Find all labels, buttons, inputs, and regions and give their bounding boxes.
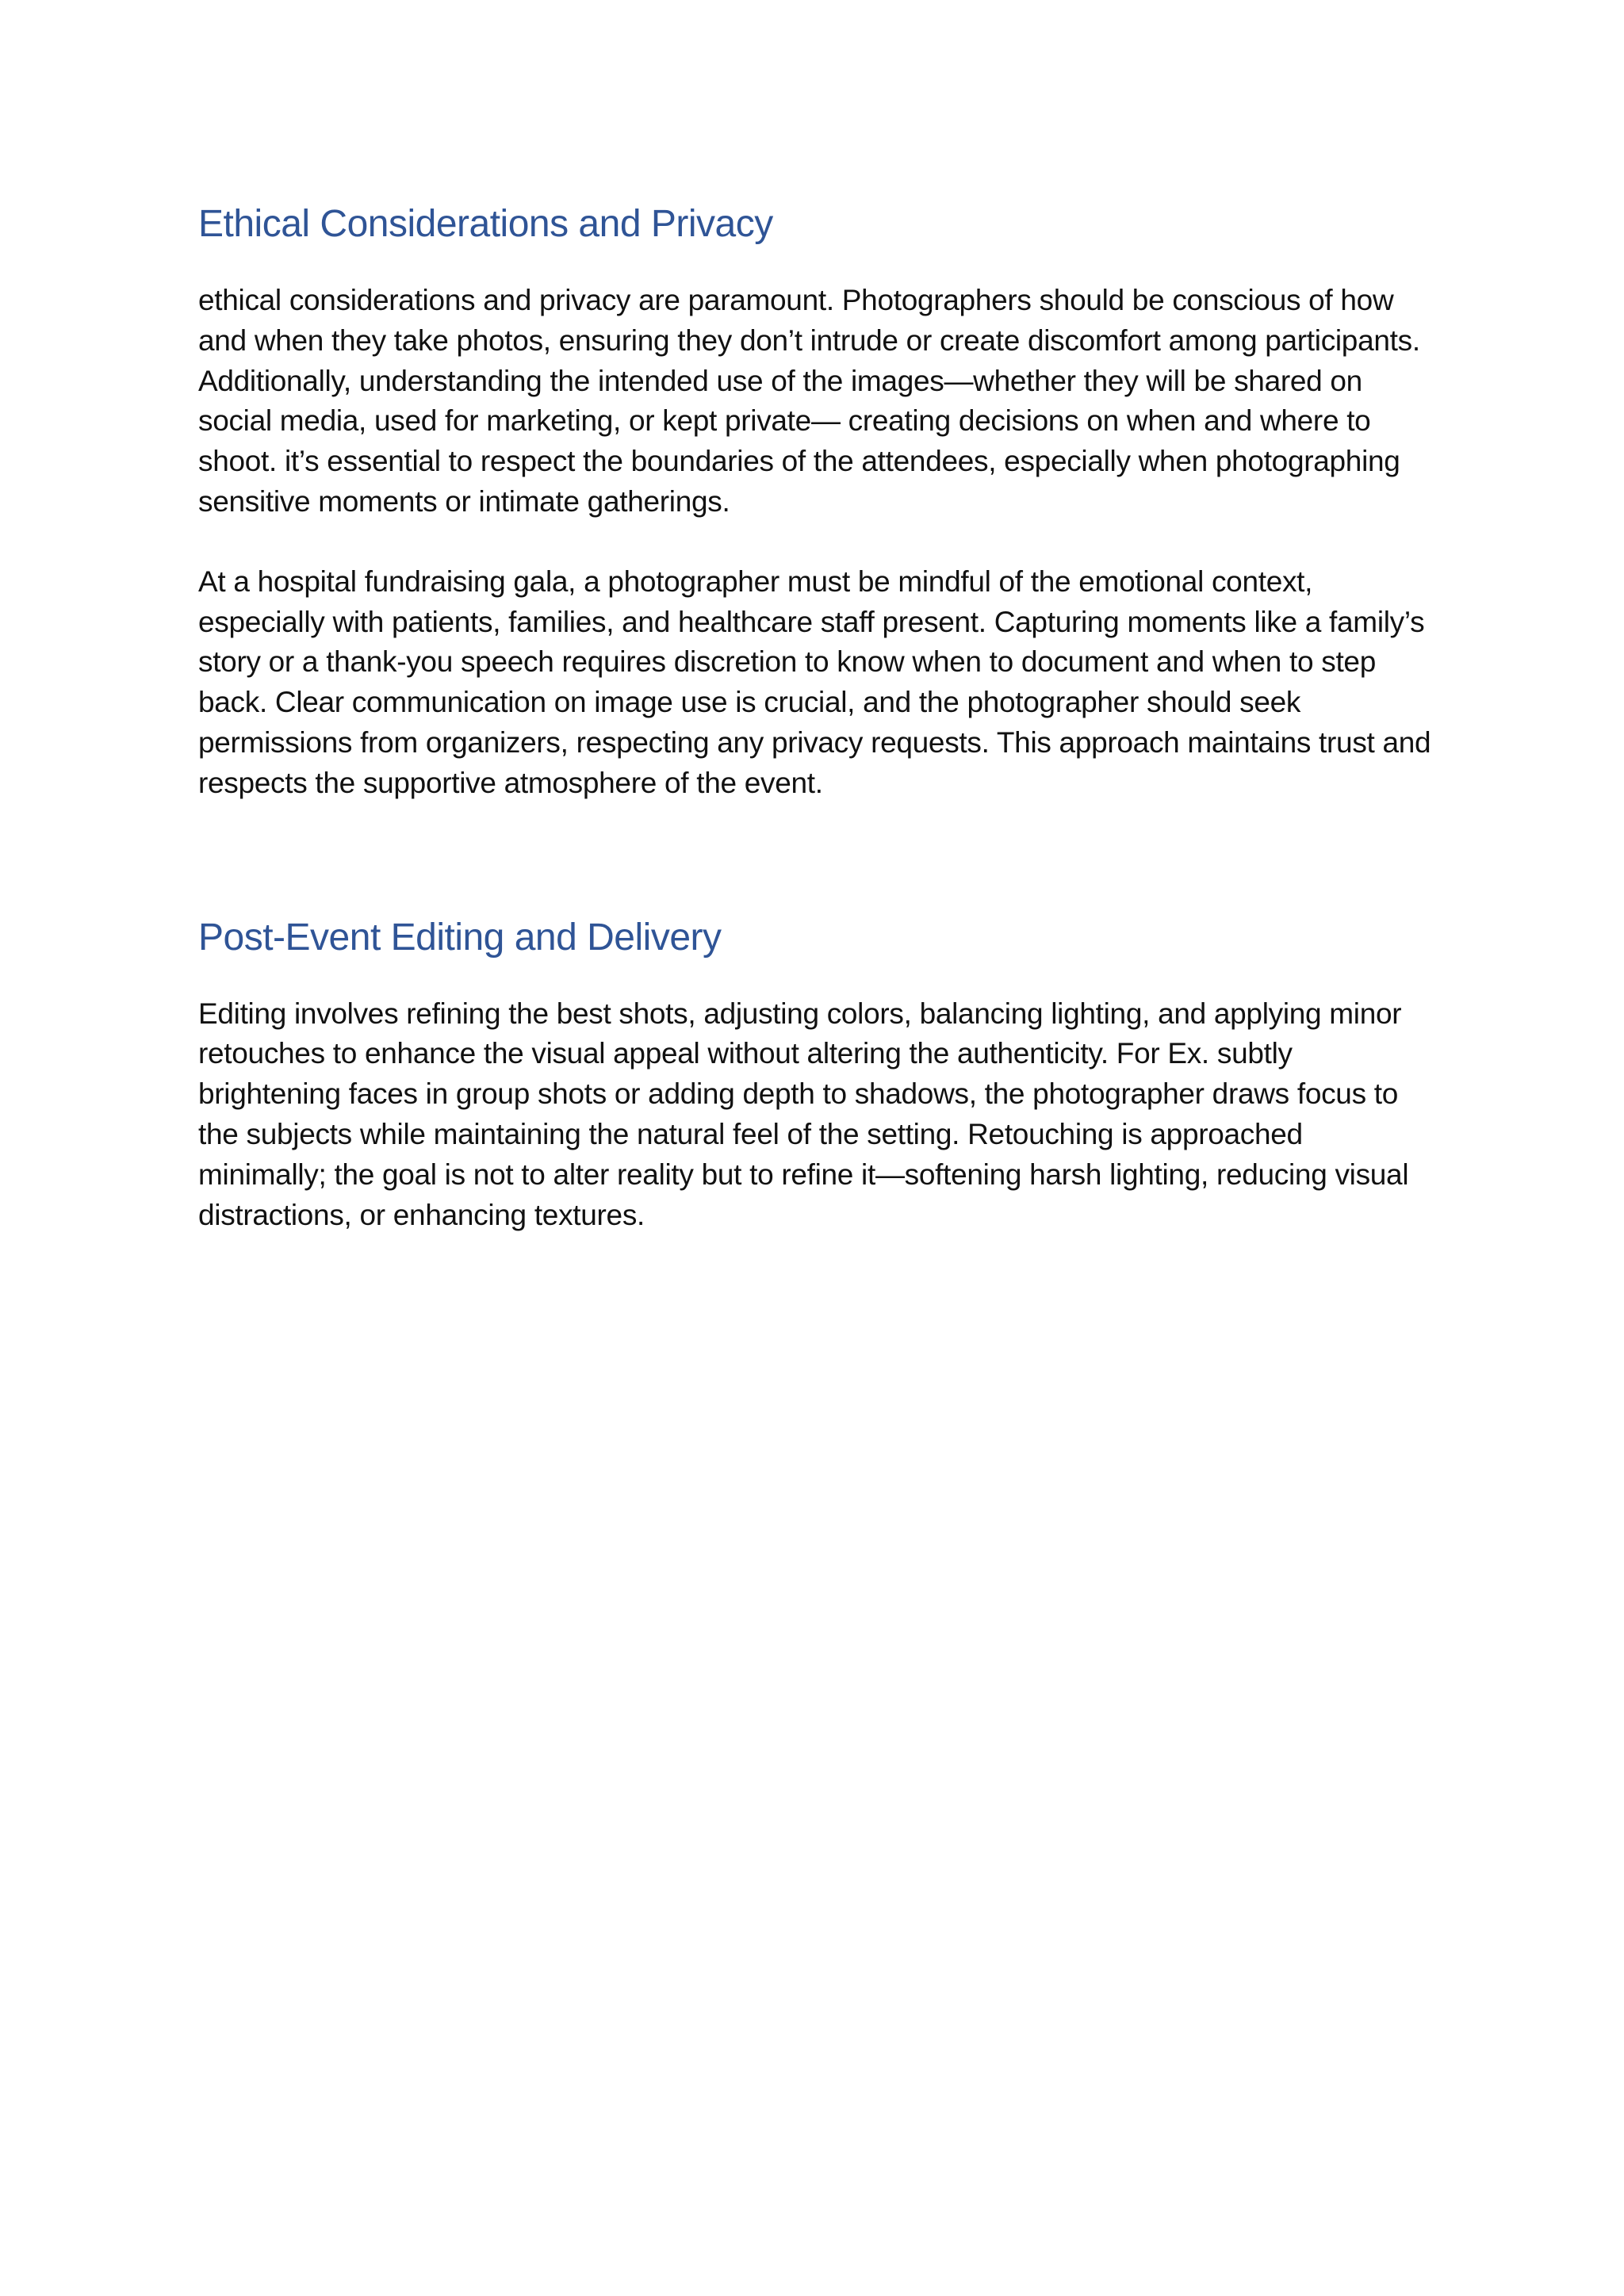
paragraph-editing-description: Editing involves refining the best shots, adjusting colors, balancing lighting, and applying minor retouches to enhance the visual appeal without altering the authenticity. For Ex. subtly brightening faces in group shots or adding depth to shadows, the photographer draws focus to the subjects while maintaining the natural feel of the setting. Retouching is approached minimally; the goal is not to alter reality but to refine it—softening harsh lighting, reducing visual distractions, or enhancing textures. xyxy=(198,997,1409,1231)
document-body xyxy=(198,198,1435,1235)
section-heading-post-event-editing: Post-Event Editing and Delivery xyxy=(198,916,722,959)
paragraph-hospital-gala-example: At a hospital fundraising gala, a photographer must be mindful of the emotional context, especially with patients, families, and healthcare staff present. Capturing moments like a family’s story or a thank-you speech requires discretion to know when to document and when to step back. Clear communication on image use is crucial, and the photographer should seek permissions from organizers, respecting any privacy requests. This approach maintains trust and respects the supportive atmosphere of the event. xyxy=(198,564,1431,799)
section-heading-ethical-considerations: Ethical Considerations and Privacy xyxy=(198,203,773,245)
paragraph-ethics-intro: ethical considerations and privacy are paramount. Photographers should be conscious of how and when they take photos, ensuring they don’t intrude or create discomfort among participants. Additionally, understanding the intended use of the images—whether they will be shared on social media, used for marketing, or kept private— creating decisions on when and where to shoot. it’s essential to respect the boundaries of the attendees, especially when photographing sensitive moments or intimate gatherings. xyxy=(198,284,1420,518)
